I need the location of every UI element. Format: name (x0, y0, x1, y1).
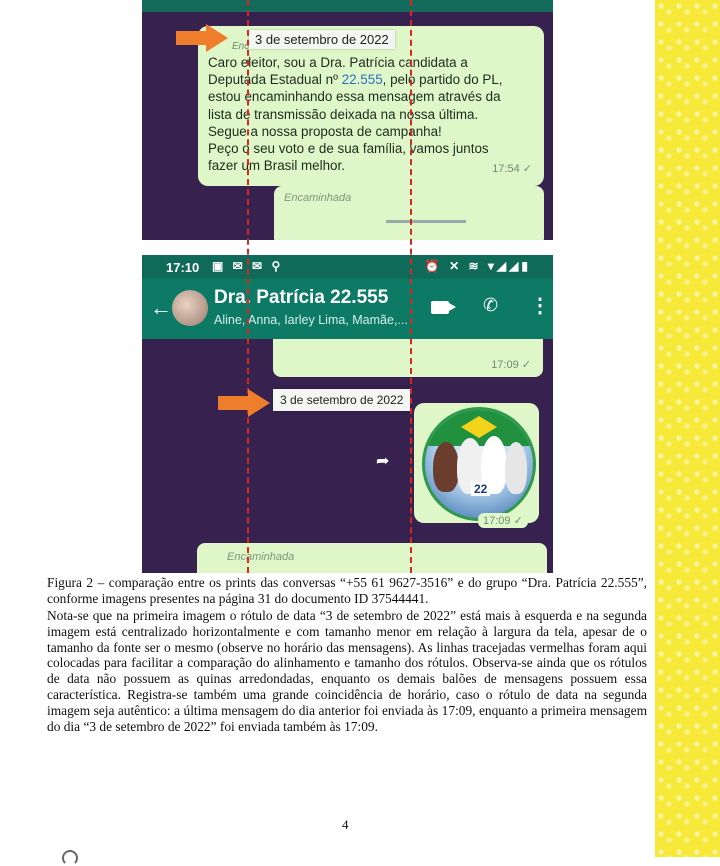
status-bar (142, 255, 553, 279)
candidate-number: 22.555 (341, 72, 383, 88)
campaign-number: 22 (471, 482, 490, 496)
back-arrow-icon[interactable]: ← (150, 295, 172, 320)
orange-arrow-annotation (176, 24, 228, 52)
message-time: 17:54 ✓ (492, 162, 532, 175)
candidate-figure (505, 442, 527, 494)
date-label: 3 de setembro de 2022 (249, 30, 395, 49)
status-time: 17:10 (166, 260, 200, 275)
forwarded-message-bubble (197, 543, 547, 573)
notification-icons: ▣ ✉ ✉ ⚲ (212, 259, 284, 273)
message-bubble-campaign (198, 26, 544, 186)
screenshot-2-chat (142, 255, 553, 573)
chat-members[interactable]: Aline, Anna, Iarley Lima, Mamãe,... (214, 313, 408, 327)
group-avatar[interactable] (172, 290, 208, 326)
bottom-logo-fragment (62, 850, 78, 866)
campaign-image-message[interactable] (414, 403, 539, 523)
more-options-icon[interactable]: ⋮ (530, 295, 550, 317)
video-call-icon[interactable] (431, 301, 449, 314)
signal-battery-icons: ⏰ ✕ ≋ ▾◢◢▮ (424, 259, 531, 273)
red-dashed-line-right (410, 0, 412, 573)
campaign-photo (422, 407, 536, 521)
message-text: Caro eleitor, sou a Dra. Patrícia candidata a Deputada Estadual nº 22.555, pelo partido do PL, estou encaminhando essa mensagem através da lista de transmissão deixada na nossa última. Segue a nossa proposta de campanha! Peço o seu voto e de sua família, vamos juntos fazer um Brasil melhor. (208, 55, 503, 174)
forwarded-label: Enc (232, 41, 250, 52)
candidate-figure (433, 442, 459, 492)
body-paragraph: Nota-se que na primeira imagem o rótulo de data “3 de setembro de 2022” está mais à esquerda e na segunda imagem está centralizado horizontalmente e com tamanho menor em relação à largura da tela, apesar de o tamanho da fonte ser o mesmo (observe no horário das mensagens). As linhas tracejadas vermelhas foram aqui colocadas para facilitar a comparação do alinhamento e tamanho dos rótulos. Observa-se ainda que os rótulos de data não possuem as quinas arredondadas, enquanto os demais balões de mensagens possuem essa característica. Registra-se também uma grande coincidência de horário, caso o rótulo de data na segunda imagem seja autêntico: a última mensagem do dia anterior foi enviada às 17:09, enquanto a primeira mensagem do dia “3 de setembro de 2022” foi enviada também às 17:09. (47, 608, 647, 734)
document-preview (386, 220, 466, 223)
chat-title[interactable]: Dra. Patrícia 22.555 (214, 287, 389, 308)
page-number: 4 (342, 817, 349, 832)
chat-header (142, 279, 553, 339)
forwarded-message-bubble (274, 186, 544, 240)
forwarded-label: Encaminhada (284, 192, 352, 204)
orange-arrow-annotation (218, 389, 270, 417)
previous-message-bubble (273, 339, 543, 377)
message-time: 17:09 ✓ (478, 513, 528, 528)
screenshot-1-header-strip (142, 0, 553, 12)
phone-icon[interactable]: ✆ (483, 295, 499, 315)
message-time: 17:09 ✓ (491, 359, 531, 371)
forwarded-label: Encaminhada (227, 551, 295, 563)
yellow-side-band (655, 0, 720, 857)
red-dashed-line-left (247, 0, 249, 573)
figure-caption: Figura 2 – comparação entre os prints das conversas “+55 61 9627-3516” e do grupo “Dra. Patrícia 22.555”, conforme imagens presentes na página 31 do documento ID 37544441. (47, 575, 647, 606)
forward-share-icon[interactable]: ➦ (376, 451, 390, 470)
date-label: 3 de setembro de 2022 (273, 389, 410, 411)
